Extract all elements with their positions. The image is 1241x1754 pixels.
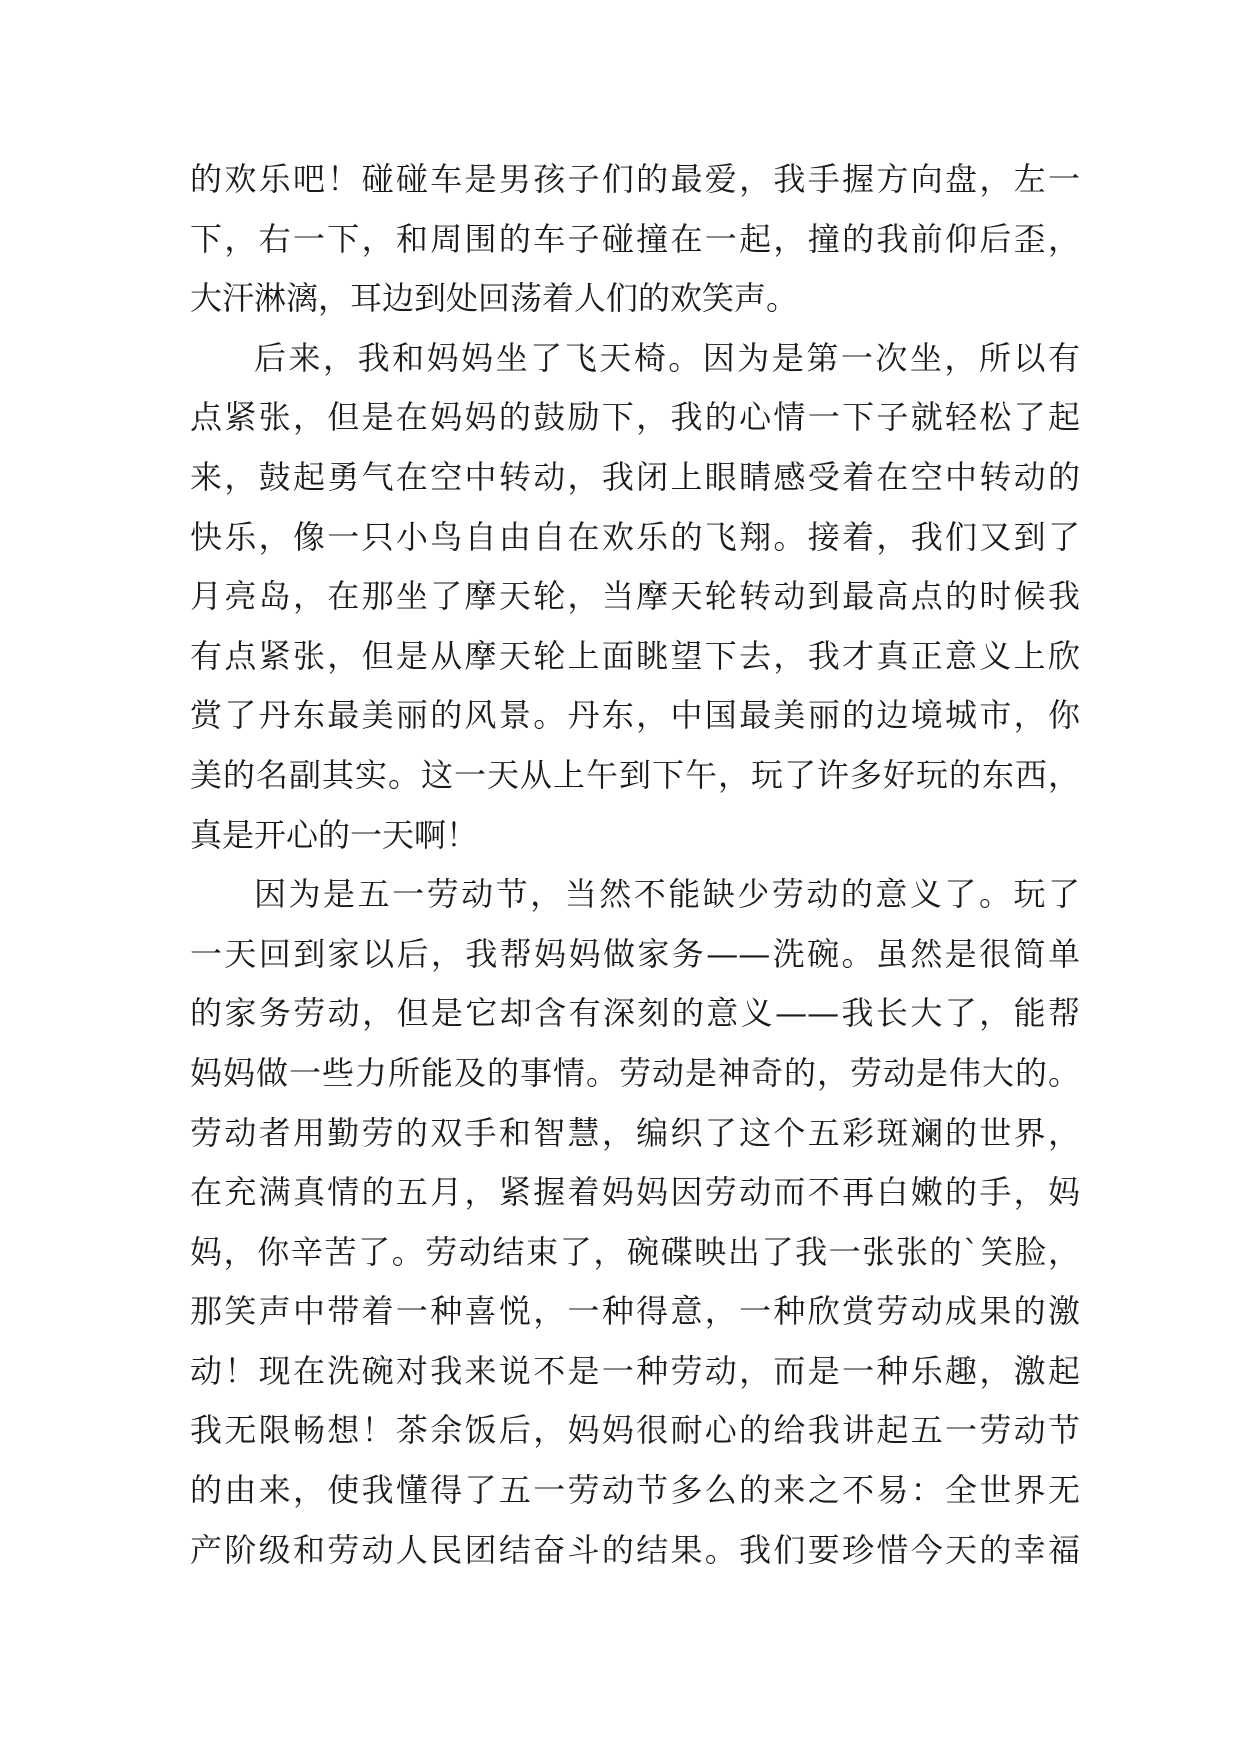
text-line: 动！现在洗碗对我来说不是一种劳动，而是一种乐趣，激起 <box>190 1351 1080 1390</box>
text-line: 我无限畅想！茶余饭后，妈妈很耐心的给我讲起五一劳动节 <box>190 1411 1080 1450</box>
text-line: 下，右一下，和周围的车子碰撞在一起，撞的我前仰后歪， <box>190 219 1080 258</box>
text-line: 妈，你辛苦了。劳动结束了，碗碟映出了我一张张的`笑脸， <box>190 1232 1080 1271</box>
text-line: 大汗淋漓，耳边到处回荡着人们的欢笑声。 <box>190 279 799 318</box>
text-line: 产阶级和劳动人民团结奋斗的结果。我们要珍惜今天的幸福 <box>190 1530 1080 1569</box>
text-line: 来，鼓起勇气在空中转动，我闭上眼睛感受着在空中转动的 <box>190 457 1080 496</box>
text-line: 劳动者用勤劳的双手和智慧，编织了这个五彩斑斓的世界， <box>190 1113 1080 1152</box>
text-line: 在充满真情的五月，紧握着妈妈因劳动而不再白嫩的手，妈 <box>190 1173 1080 1212</box>
paragraph <box>190 865 1080 1580</box>
text-line: 的欢乐吧！碰碰车是男孩子们的最爱，我手握方向盘，左一 <box>190 160 1080 198</box>
text-line: 妈妈做一些力所能及的事情。劳动是神奇的，劳动是伟大的。 <box>190 1053 1080 1092</box>
text-line: 那笑声中带着一种喜悦，一种得意，一种欣赏劳动成果的激 <box>190 1292 1080 1331</box>
paragraph <box>190 150 1080 329</box>
text-line: 点紧张，但是在妈妈的鼓励下，我的心情一下子就轻松了起 <box>190 398 1080 437</box>
text-line: 的家务劳动，但是它却含有深刻的意义——我长大了，能帮 <box>190 994 1080 1033</box>
text-line: 赏了丹东最美丽的风景。丹东，中国最美丽的边境城市，你 <box>190 696 1080 735</box>
text-line: 因为是五一劳动节，当然不能缺少劳动的意义了。玩了 <box>254 875 1080 914</box>
text-line: 有点紧张，但是从摩天轮上面眺望下去，我才真正意义上欣 <box>190 636 1080 675</box>
text-line: 后来，我和妈妈坐了飞天椅。因为是第一次坐，所以有 <box>254 338 1080 377</box>
text-line: 一天回到家以后，我帮妈妈做家务——洗碗。虽然是很简单 <box>190 934 1080 973</box>
text-line: 的由来，使我懂得了五一劳动节多么的来之不易：全世界无 <box>190 1471 1080 1510</box>
paragraph <box>190 329 1080 865</box>
document-page <box>190 150 1080 1580</box>
text-line: 真是开心的一天啊！ <box>190 815 479 854</box>
text-line: 美的名副其实。这一天从上午到下午，玩了许多好玩的东西， <box>190 755 1080 794</box>
text-line: 快乐，像一只小鸟自由自在欢乐的飞翔。接着，我们又到了 <box>190 517 1080 556</box>
text-line: 月亮岛，在那坐了摩天轮，当摩天轮转动到最高点的时候我 <box>190 577 1080 616</box>
